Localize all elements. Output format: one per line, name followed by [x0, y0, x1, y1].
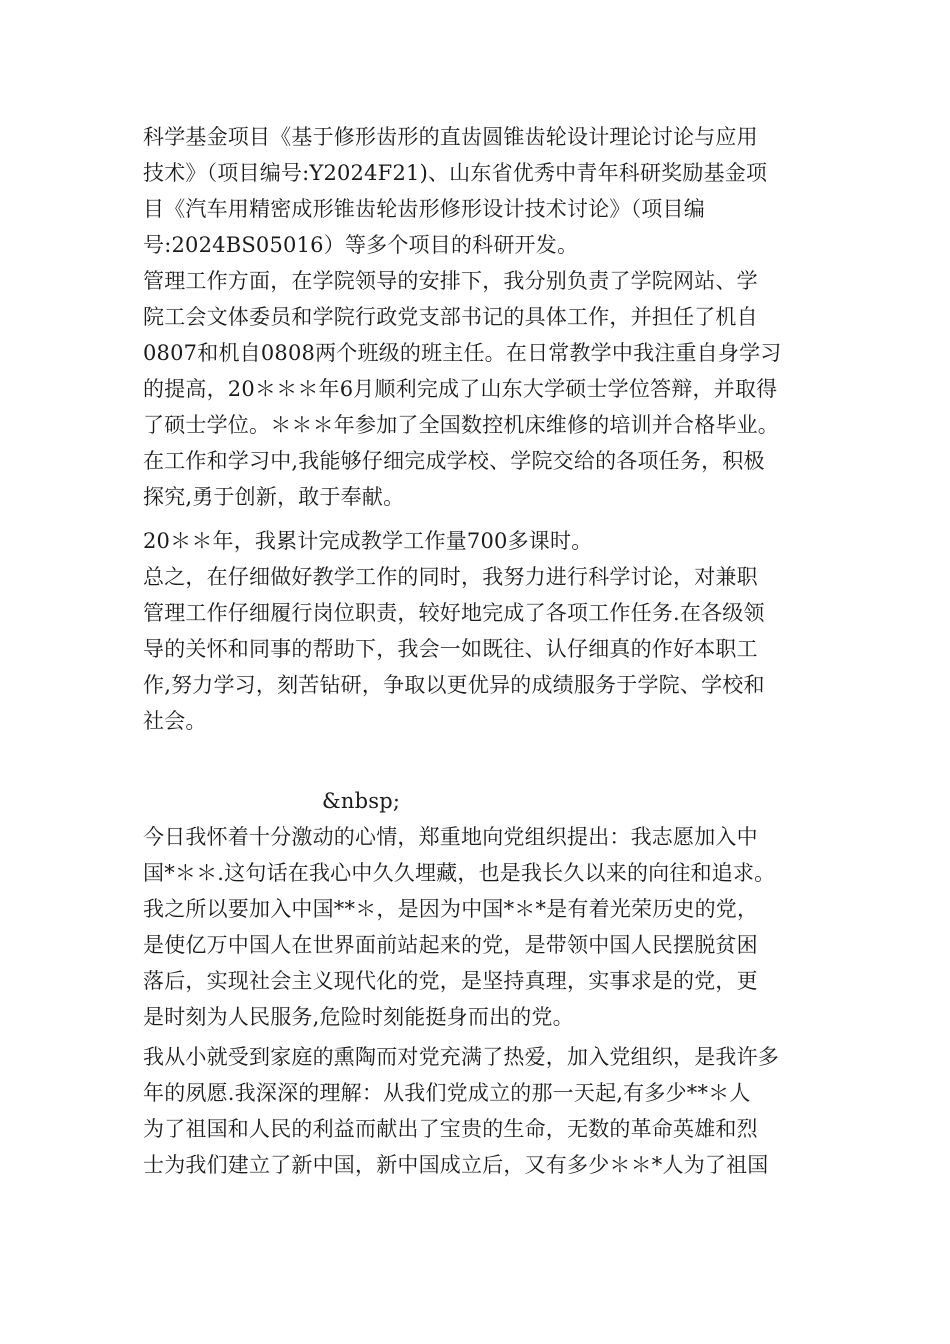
text-line: 20＊＊年，我累计完成教学工作量700多课时。	[143, 529, 593, 553]
text-line: &nbsp;	[322, 789, 401, 813]
text-line: 今日我怀着十分激动的心情，郑重地向党组织提出：我志愿加入中	[143, 825, 758, 849]
text-line: 国*＊＊.这句话在我心中久久埋藏，也是我长久以来的向往和追求。	[143, 861, 776, 885]
text-line: 士为我们建立了新中国，新中国成立后，又有多少＊＊*人为了祖国	[143, 1153, 769, 1177]
text-line: 科学基金项目《基于修形齿形的直齿圆锥齿轮设计理论讨论与应用	[143, 125, 758, 149]
text-line: 为了祖国和人民的利益而献出了宝贵的生命，无数的革命英雄和烈	[143, 1117, 758, 1141]
text-line: 号:2024BS05016）等多个项目的科研开发。	[143, 233, 579, 257]
text-line: 管理工作方面，在学院领导的安排下，我分别负责了学院网站、学	[143, 269, 758, 293]
text-line: 作,努力学习，刻苦钻研，争取以更优异的成绩服务于学院、学校和	[143, 673, 765, 697]
text-line: 我之所以要加入中国**＊，是因为中国*＊*是有着光荣历史的党，	[143, 897, 759, 921]
text-line: 落后，实现社会主义现代化的党，是坚持真理，实事求是的党，更	[143, 969, 758, 993]
text-line: 目《汽车用精密成形锥齿轮齿形修形设计技术讨论》（项目编	[143, 197, 705, 221]
text-line: 我从小就受到家庭的熏陶而对党充满了热爱，加入党组织，是我许多	[143, 1045, 779, 1069]
text-line: 社会。	[143, 709, 207, 733]
text-line: 是使亿万中国人在世界面前站起来的党，是带领中国人民摆脱贫困	[143, 933, 758, 957]
text-line: 总之，在仔细做好教学工作的同时，我努力进行科学讨论，对兼职	[143, 565, 758, 589]
text-line: 年的夙愿.我深深的理解：从我们党成立的那一天起,有多少**＊人	[143, 1081, 751, 1105]
text-line: 技术》（项目编号:Y2024F21)、山东省优秀中青年科研奖励基金项	[143, 161, 768, 185]
text-line: 在工作和学习中,我能够仔细完成学校、学院交给的各项任务，积极	[143, 449, 765, 473]
text-line: 是时刻为人民服务,危险时刻能挺身而出的党。	[143, 1005, 574, 1029]
text-line: 的提高，20＊＊＊年6月顺利完成了山东大学硕士学位答辩，并取得	[143, 377, 778, 401]
text-line: 管理工作仔细履行岗位职责，较好地完成了各项工作任务.在各级领	[143, 601, 765, 625]
text-line: 了硕士学位。＊＊＊年参加了全国数控机床维修的培训并合格毕业。	[143, 413, 779, 437]
text-line: 院工会文体委员和学院行政党支部书记的具体工作，并担任了机自	[143, 305, 758, 329]
text-line: 0807和机自0808两个班级的班主任。在日常教学中我注重自身学习	[143, 341, 782, 365]
text-line: 探究,勇于创新，敢于奉献。	[143, 485, 405, 509]
text-line: 导的关怀和同事的帮助下，我会一如既往、认仔细真的作好本职工	[143, 637, 758, 661]
